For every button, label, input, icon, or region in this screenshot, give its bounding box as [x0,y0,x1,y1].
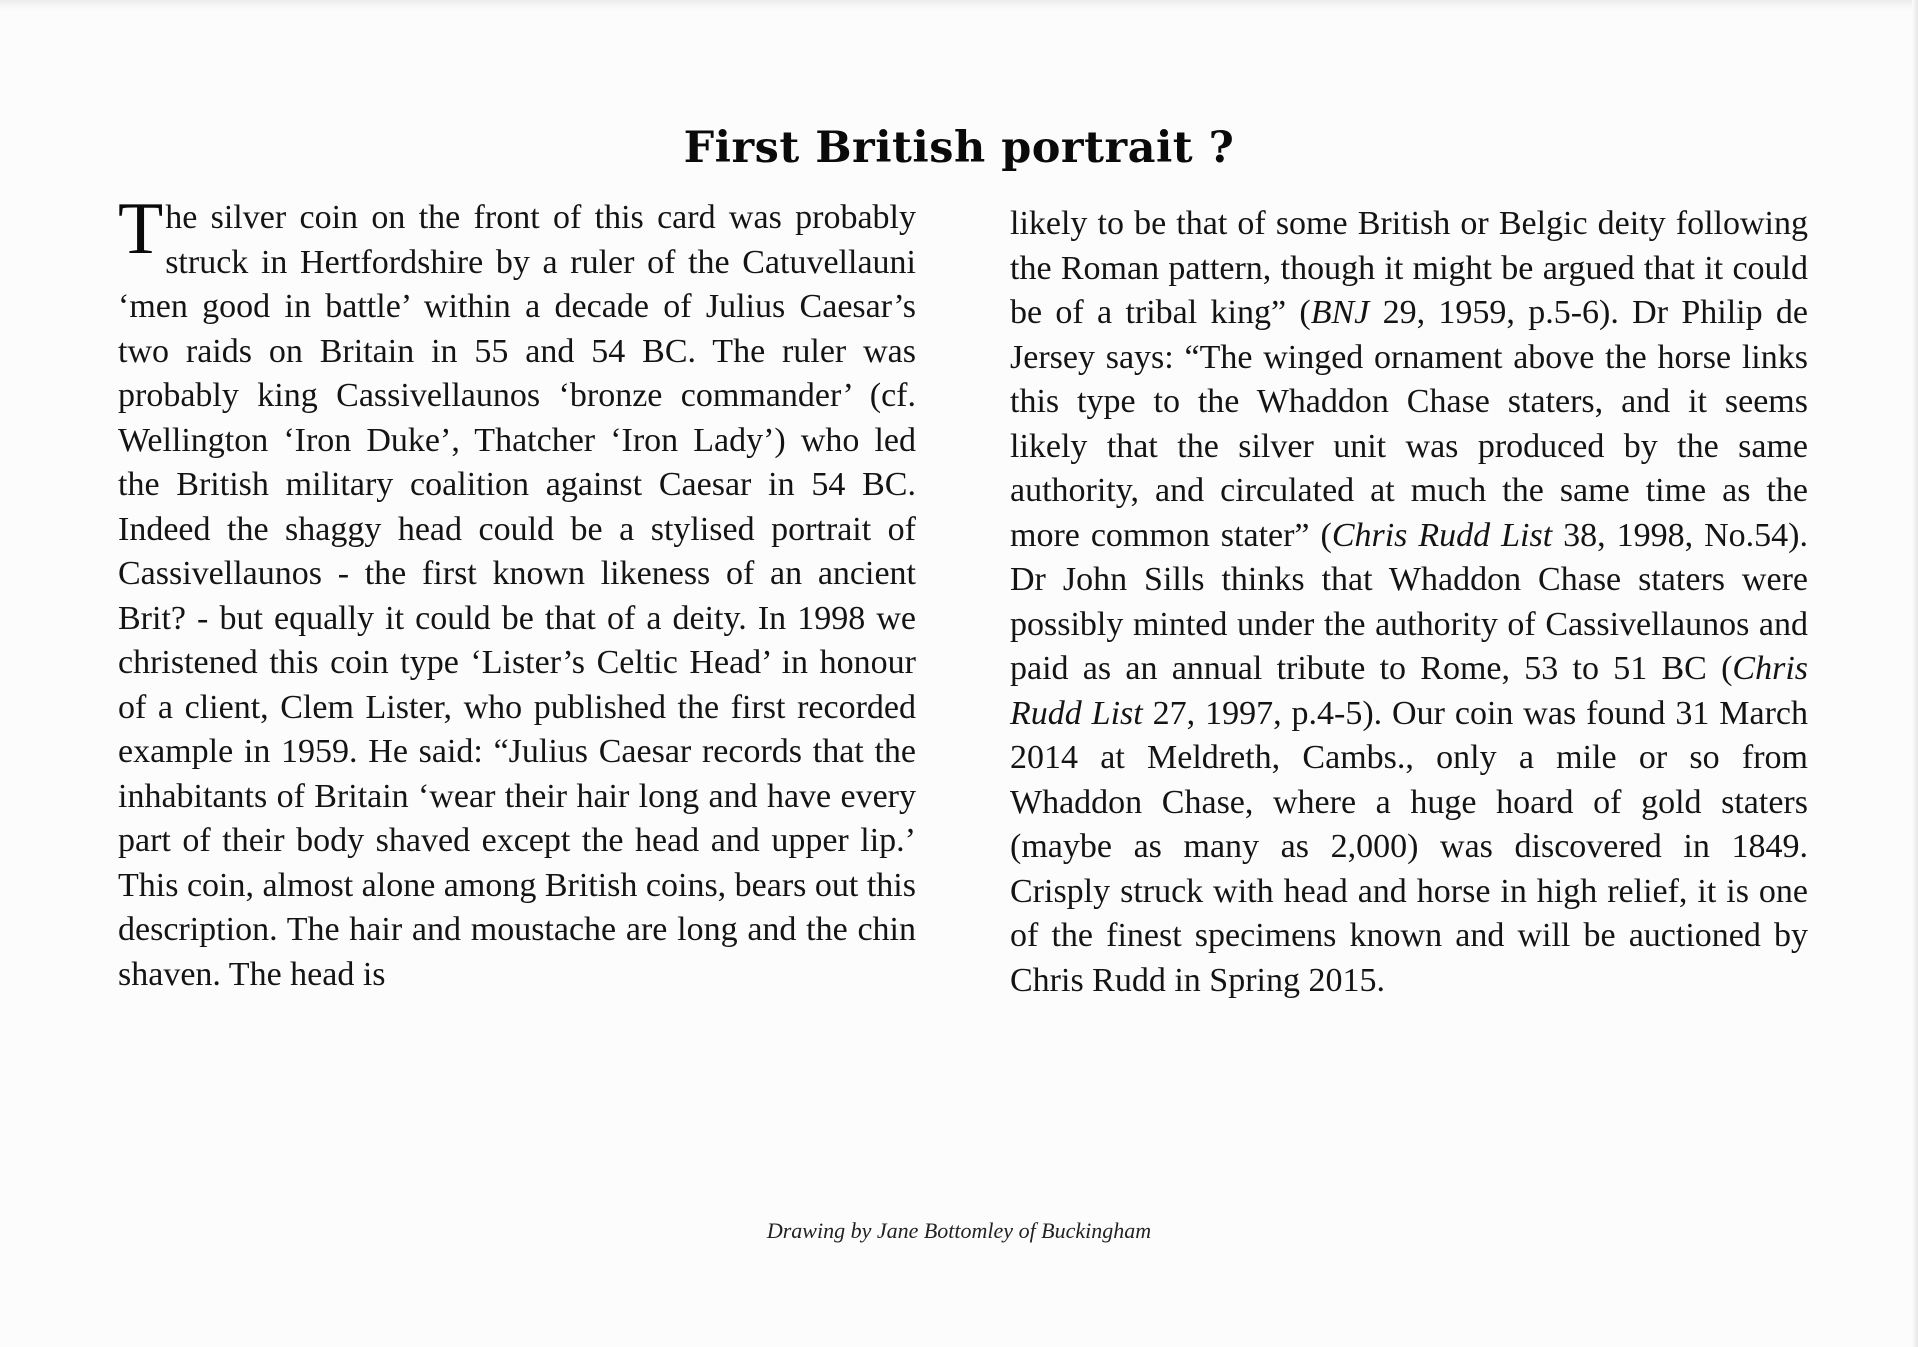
drawing-credit: Drawing by Jane Bottomley of Buckingham [766,1218,1152,1243]
card-top-edge [0,0,1918,10]
reference-chris-rudd-list-38: Chris Rudd List [1331,516,1553,554]
left-column-body: he silver coin on the front of this card was probably struck in Hertfordshire by a ruler of the Catuvellauni ‘men good in battle’ within a decade of Julius Caesar’s two raids on Britain in 55 and 54 BC. The ruler was probably king Cassivellaunos ‘bronze commander’ (cf. Wellington ‘Iron Duke’, Thatcher ‘Iron Lady’) who led the British military coalition against Caesar in 54 BC. Indeed the shaggy head could be a stylised portrait of Cassivellaunos - the first known likeness of an ancient Brit? - but equally it could be that of a deity. In 1998 we christened this coin type ‘Lister’s Celtic Head’ in honour of a client, Clem Lister, who published the first recorded example in 1959. He said: “Julius Caesar records that the inhabitants of Britain ‘wear their hair long and have every part of their body shaved except the head and upper lip.’ This coin, almost alone among British coins, bears out this description. The hair and moustache are long and the chin shaven. The head is [118,199,916,993]
reference-bnj: BNJ [1310,294,1370,331]
reference-chris-rudd-list-27: Chris Rudd List [1010,650,1808,732]
drop-cap: T [118,188,164,270]
right-text-part-3: 38, 1998, No.54). Dr John Sills thinks that Whaddon Chase staters were possibly minted under the authority of Cassivellaunos and paid as an annual tribute to Rome, 53 to 51 BC ( [1010,516,1808,687]
right-column-text [1010,202,1808,1003]
right-text-part-1: likely to be that of some British or Belgic deity following the Roman pattern, though it might be argued that it could be of a tribal king” ( [1010,205,1808,331]
page-title: First British portrait ? [683,123,1235,173]
card-right-edge [1912,0,1918,1347]
right-text-part-2: 29, 1959, p.5-6). Dr Philip de Jersey says: “The winged ornament above the horse links this type to the Whaddon Chase staters, and it seems likely that the silver unit was produced by the same authority, and circulated at much the same time as the more common stater” ( [1010,294,1809,554]
left-column-text [118,188,916,997]
right-text-part-4: 27, 1997, p.4-5). Our coin was found 31 March 2014 at Meldreth, Cambs., only a mile or so from Whaddon Chase, where a huge hoard of gold staters (maybe as many as 2,000) was discovered in 1849. Crisply struck with head and horse in high relief, it is one of the finest specimens known and will be auctioned by Chris Rudd in Spring 2015. [1010,694,1808,999]
